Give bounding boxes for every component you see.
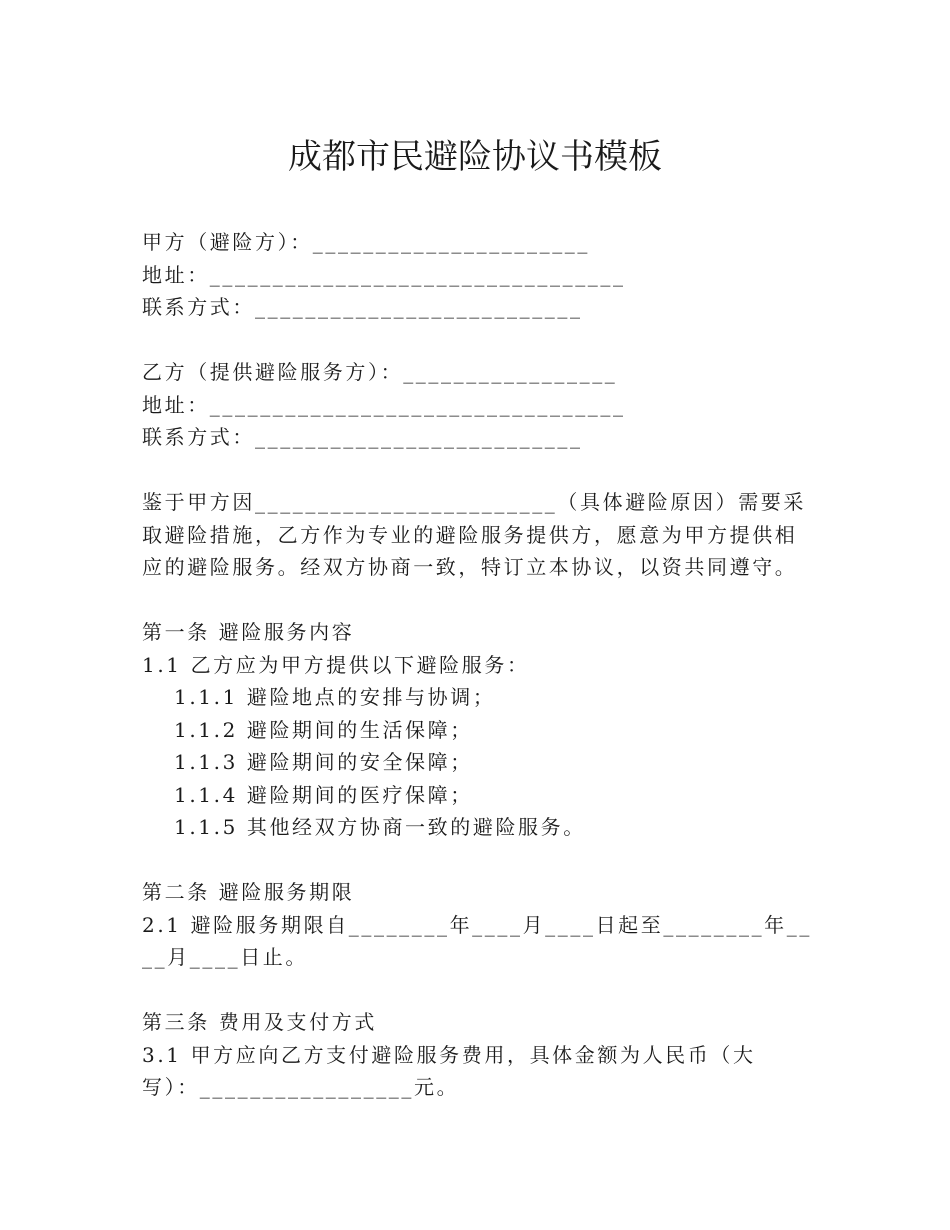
article-2-clause: 2.1 避险服务期限自________年____月____日起至________年____月____日止。 bbox=[142, 912, 812, 969]
preamble-paragraph: 鉴于甲方因________________________（具体避险原因）需要采取避险措施，乙方作为专业的避险服务提供方，愿意为甲方提供相应的避险服务。经双方协商一致，特订立本协议，以资共同遵守。 bbox=[142, 490, 806, 579]
article-1-item: 1.1.2 避险期间的生活保障； bbox=[174, 717, 473, 742]
party-b-name-line: 乙方（提供避险服务方）：_________________ bbox=[142, 360, 618, 384]
article-3-heading: 第三条 费用及支付方式 bbox=[142, 1010, 377, 1034]
article-1-intro: 1.1 乙方应为甲方提供以下避险服务： bbox=[142, 652, 530, 677]
document-body bbox=[142, 226, 812, 1104]
party-a-address-line: 地址：_________________________________ bbox=[142, 262, 626, 287]
article-3-clause: 3.1 甲方应向乙方支付避险服务费用，具体金额为人民币（大写）：_________________元。 bbox=[142, 1042, 756, 1099]
spacer bbox=[142, 324, 812, 357]
article-1-item: 1.1.4 避险期间的医疗保障； bbox=[174, 782, 473, 807]
article-1-item: 1.1.5 其他经双方协商一致的避险服务。 bbox=[174, 815, 586, 839]
party-b-address-line: 地址：_________________________________ bbox=[142, 392, 626, 417]
spacer bbox=[142, 584, 812, 617]
document-title: 成都市民避险协议书模板 bbox=[288, 137, 662, 177]
spacer bbox=[142, 844, 812, 877]
spacer bbox=[142, 454, 812, 487]
party-b-contact-line: 联系方式：__________________________ bbox=[142, 425, 583, 449]
article-2-heading: 第二条 避险服务期限 bbox=[142, 880, 355, 904]
article-1-heading: 第一条 避险服务内容 bbox=[142, 620, 355, 644]
article-1-item: 1.1.1 避险地点的安排与协调； bbox=[174, 685, 496, 709]
party-a-contact-line: 联系方式：__________________________ bbox=[142, 295, 583, 319]
spacer bbox=[142, 974, 812, 1007]
article-1-item: 1.1.3 避险期间的安全保障； bbox=[174, 750, 473, 774]
party-a-name-line: 甲方（避险方）：______________________ bbox=[142, 230, 590, 254]
